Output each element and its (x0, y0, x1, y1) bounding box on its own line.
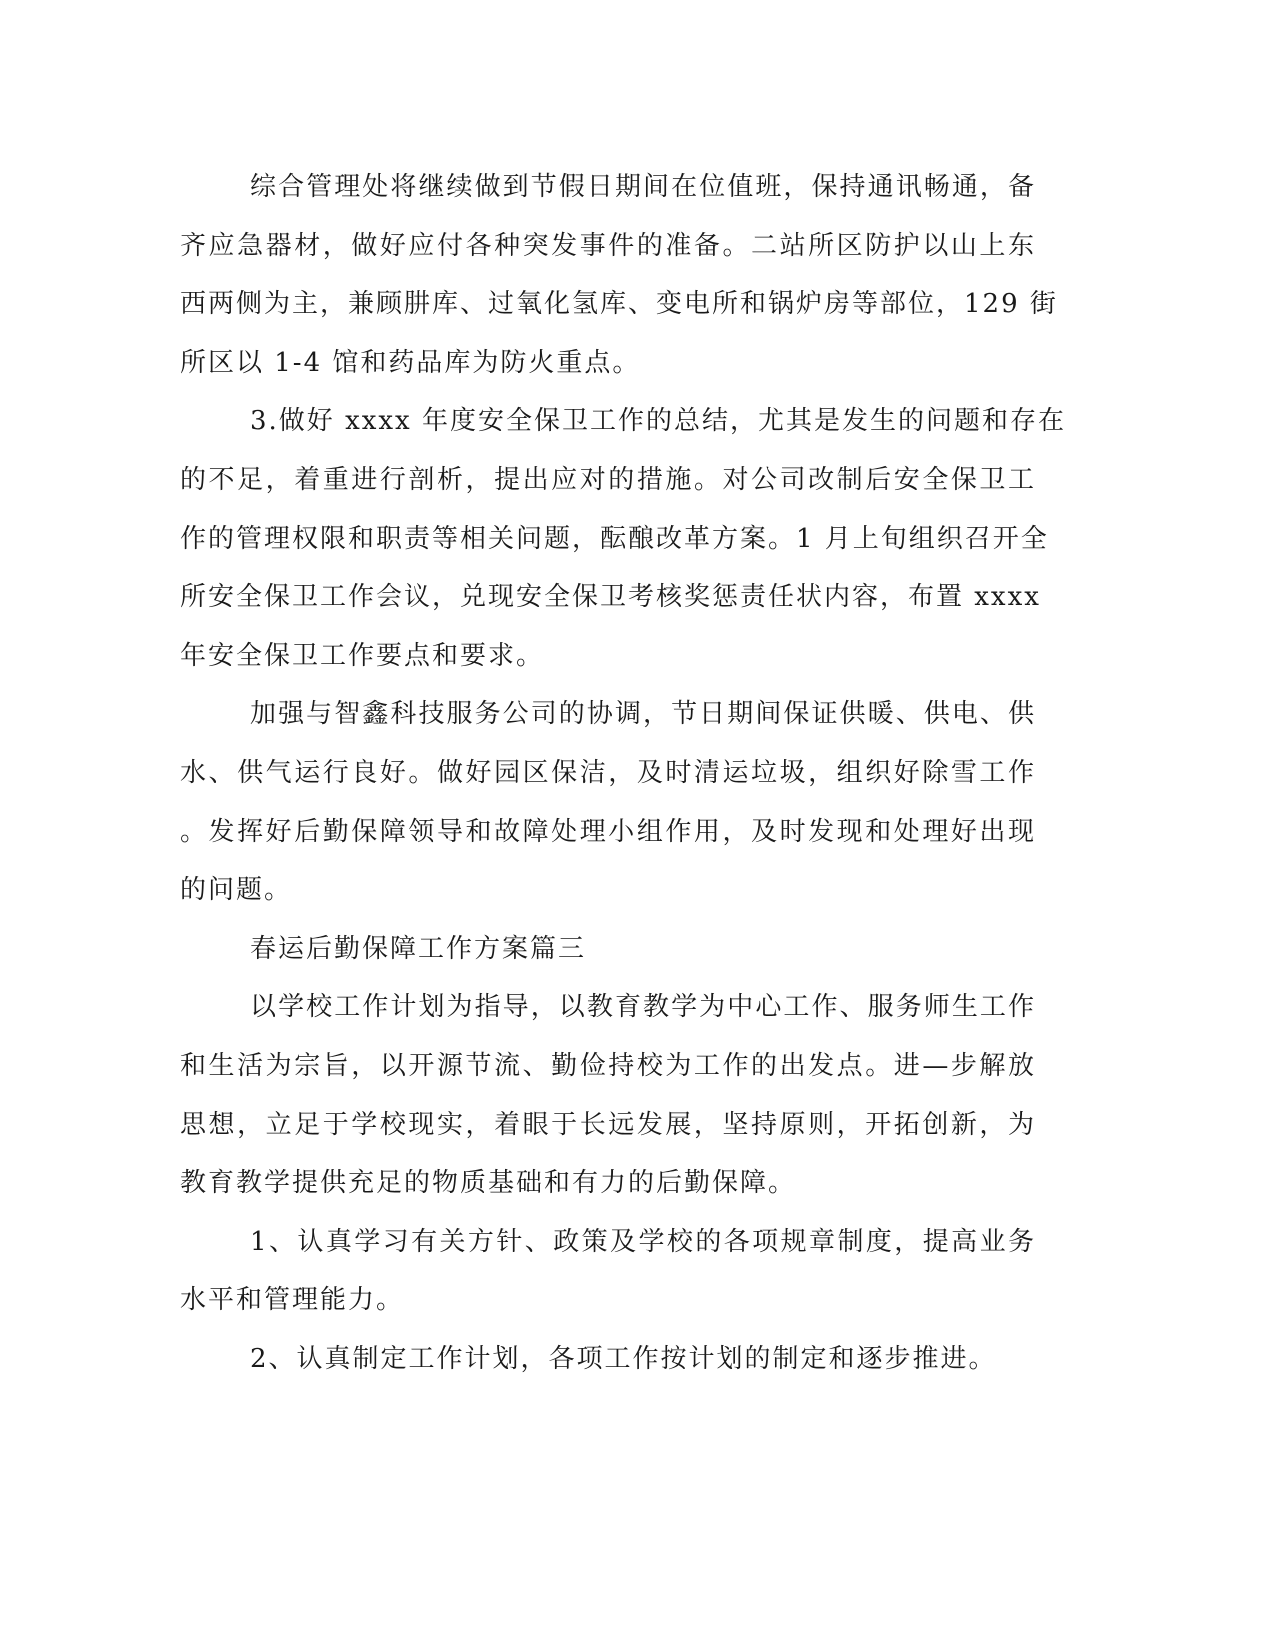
paragraph-2-line-3: 作的管理权限和职责等相关问题，酝酿改革方案。1 月上旬组织召开全 (180, 523, 1049, 554)
paragraph-3-line-1: 加强与智鑫科技服务公司的协调，节日期间保证供暖、供电、供 (250, 699, 1036, 730)
paragraph-1-line-4: 所区以 1-4 馆和药品库为防火重点。 (180, 347, 641, 378)
paragraph-1-line-3: 西两侧为主，兼顾肼库、过氧化氢库、变电所和锅炉房等部位，129 街 (180, 289, 1058, 320)
paragraph-5-line-2: 水平和管理能力。 (180, 1285, 405, 1316)
paragraph-6-line-1: 2、认真制定工作计划，各项工作按计划的制定和逐步推进。 (250, 1343, 997, 1374)
paragraph-1-line-2: 齐应急器材，做好应付各种突发事件的准备。二站所区防护以山上东 (180, 230, 1036, 261)
paragraph-5-line-1: 1、认真学习有关方针、政策及学校的各项规章制度，提高业务 (250, 1226, 1036, 1257)
paragraph-3-line-3: 。发挥好后勤保障领导和故障处理小组作用，及时发现和处理好出现 (180, 816, 1036, 847)
paragraph-3-line-4: 的问题。 (180, 875, 293, 906)
paragraph-2-line-5: 年安全保卫工作要点和要求。 (180, 640, 545, 671)
paragraph-2-line-4: 所安全保卫工作会议，兑现安全保卫考核奖惩责任状内容，布置 xxxx (180, 582, 1041, 613)
paragraph-2-line-2: 的不足，着重进行剖析，提出应对的措施。对公司改制后安全保卫工 (180, 464, 1036, 495)
paragraph-2-line-1: 3.做好 xxxx 年度安全保卫工作的总结，尤其是发生的问题和存在 (250, 406, 1066, 437)
paragraph-3-line-2: 水、供气运行良好。做好园区保洁，及时清运垃圾，组织好除雪工作 (180, 757, 1036, 788)
section-heading: 春运后勤保障工作方案篇三 (250, 933, 587, 964)
paragraph-1-line-1: 综合管理处将继续做到节假日期间在位值班，保持通讯畅通，备 (250, 172, 1036, 202)
document-body (180, 158, 1066, 1388)
paragraph-4-line-4: 教育教学提供充足的物质基础和有力的后勤保障。 (180, 1168, 797, 1199)
paragraph-4-line-2: 和生活为宗旨，以开源节流、勤俭持校为工作的出发点。进—步解放 (180, 1050, 1036, 1081)
paragraph-4-line-1: 以学校工作计划为指导，以教育教学为中心工作、服务师生工作 (250, 992, 1036, 1023)
paragraph-4-line-3: 思想，立足于学校现实，着眼于长远发展，坚持原则，开拓创新，为 (180, 1109, 1036, 1140)
